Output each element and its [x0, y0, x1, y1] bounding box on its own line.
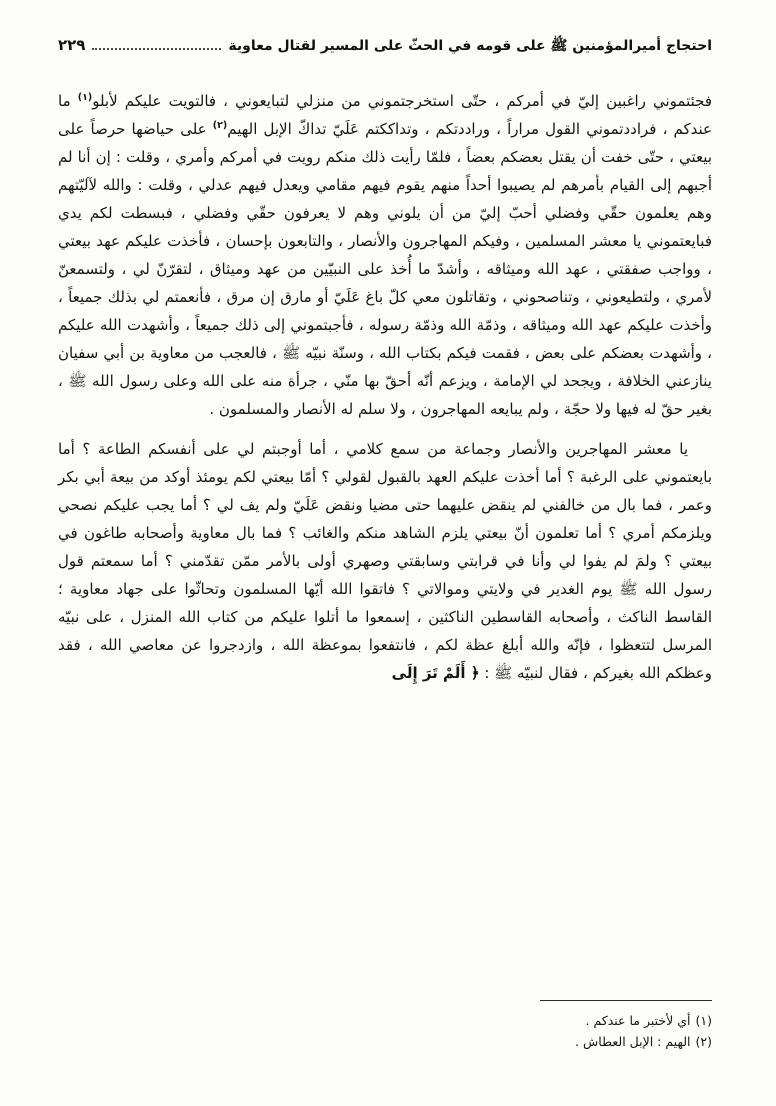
chapter-title: احتجاج أميرالمؤمنين ﷺ على قومه في الحثّ على المسير لقتال معاوية — [228, 38, 712, 54]
quran-quote: ﴿ أَلَمْ تَرَ إِلَى — [391, 664, 480, 682]
footnote-ref-1: (١) — [77, 92, 93, 103]
page-number: ٢٢٩ — [58, 36, 86, 54]
paragraph-1-segment-3: على حياضها حرصاً على بيعتي ، حتّى خفت أن يقتل بعضكم بعضاً ، فلمّا رأيت ذلك منكم رويت في أمركم وأمري ، وقلت : إن أنا لم أجبهم إلى القيام بأمرهم لم يصيبوا أحداً منهم يقوم فيهم مقامي ويعدل فيهم عدلي ، وقلت : والله لآليّتهم وهم يعلمون حقّي وفضلي أحبّ إليّ من أن يلوني وهم لا يعرفون حقّي وفضلي ، فبسطت لكم يدي فبايعتموني يا معشر المسلمين ، وفيكم المهاجرون والأنصار ، والتابعون بإحسان ، فأخذت عليكم عهد بيعتي ، وواجب صفقتي ، عهد الله وميثاقه ، وأشدّ ما أُخذ على النبيّين من عهد وميثاق ، لتقرّنّ لي ، ولتسمعنّ لأمري ، ولتطيعوني ، وتناصحوني ، وتقاتلون معي كلّ باغ عَلَيّ أو مارق إن مرق ، فأنعمتم لي بذلك جميعاً ، وأخذت عليكم عهد الله وميثاقه ، وذمّة الله وذمّة رسوله ، فأجبتموني إلى ذلك جميعاً ، وأشهدت الله عليكم ، وأشهدت بعضكم على بعض ، فقمت فيكم بكتاب الله ، وسنّة نبيّه ﷺ ، فالعجب من معاوية بن أبي سفيان ينازعني الخلافة ، ويجحد لي الإمامة ، ويزعم أنّه أحقّ بها منّي ، جرأة منه على الله وعلى رسول الله ﷺ ، بغير حقّ له فيها ولا حجّة ، ولم يبايعه المهاجرون ، ولا سلم له الأنصار والمسلمون . — [58, 120, 712, 418]
dotted-leader — [92, 47, 221, 50]
footnote-2 — [58, 1031, 712, 1052]
paragraph-2-text: يا معشر المهاجرين والأنصار وجماعة من سمع كلامي ، أما أوجبتم لي على أنفسكم الطاعة ؟ أما بايعتموني على الرغبة ؟ أما أخذت عليكم العهد بالقبول لقولي ؟ أمّا بيعتي لكم يومئذ أوكد من بيعة أبي بكر وعمر ، فما بال من خالفني لم ينقض عليهما حتى مضيا ونقض عَلَيّ ولم يف لي ؟ أما يجب عليكم نصحي ويلزمكم أمري ؟ أما تعلمون أنّ بيعتي يلزم الشاهد منكم والغائب ؟ فما بال معاوية وأصحابه طاغون في بيعتي ؟ ولمَ لم يفوا لي وأنا في قرابتي وسابقتي وصهري أولى بالأمر ممّن تقدّمني ؟ أما سمعتم قول رسول الله ﷺ يوم الغدير في ولايتي وموالاتي ؟ فاتقوا الله أيّها المسلمون وتحاثّوا على جهاد معاوية ؛ القاسط الناكث ، وأصحابه القاسطين الناكثين ، إسمعوا ما أتلوا عليكم من كتاب الله المنزل ، على نبيّه المرسل لتتعظوا ، فإنّه والله أبلغ عظة لكم ، فانتفعوا بموعظة الله ، وازدجروا عن معاصي الله ، فقد وعظكم الله بغيركم ، فقال لنبيّه ﷺ : — [58, 440, 712, 682]
paragraph-1-segment-1: فجئتموني راغبين إليّ في أمركم ، حتّى استخرجتموني من منزلي لتبايعوني ، فالتويت عليكم لأبلو — [92, 92, 713, 110]
footnote-ref-2: (٢) — [212, 120, 228, 131]
running-header — [58, 36, 712, 57]
paragraph-1-segment-2: ما عندكم ، فراددتموني القول مراراً ، وراددتكم ، وتداككتم عَلَيّ تداكّ الإبل الهيم — [58, 92, 712, 138]
footnote-1-marker: (١) — [695, 1013, 712, 1028]
footnote-separator — [540, 1000, 712, 1001]
footnotes-block — [58, 1000, 712, 1052]
footnote-1 — [58, 1010, 712, 1031]
body-text — [58, 87, 712, 687]
footnote-2-text: الهيم : الإبل العطاش . — [575, 1034, 691, 1049]
footnote-1-text: أي لأختبر ما عندكم . — [585, 1013, 691, 1028]
footnote-2-marker: (٢) — [695, 1034, 712, 1049]
paragraph-2 — [58, 435, 712, 687]
paragraph-1 — [58, 87, 712, 423]
